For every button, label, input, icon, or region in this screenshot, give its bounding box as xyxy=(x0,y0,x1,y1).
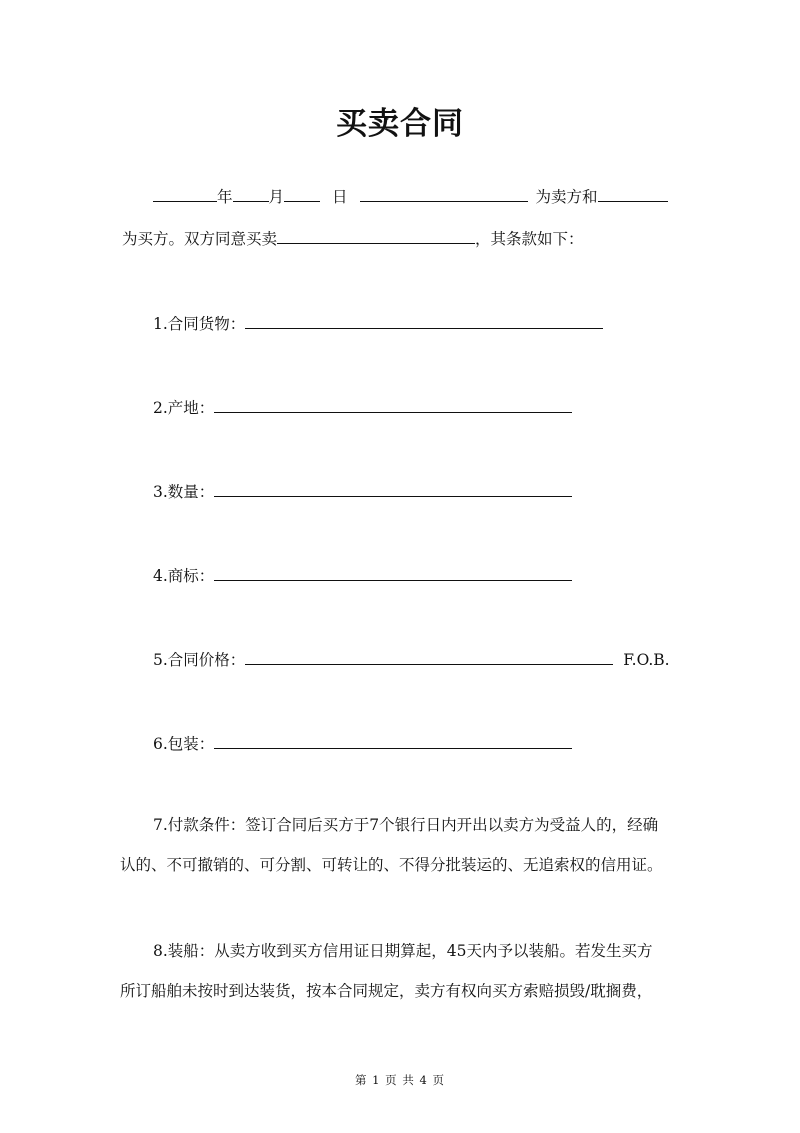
item-trademark xyxy=(153,563,572,586)
day-label: 日 xyxy=(332,188,348,206)
origin-blank[interactable] xyxy=(214,395,572,413)
contract-goods-blank[interactable] xyxy=(245,311,603,329)
intro-line2-suffix: ，其条款如下： xyxy=(475,230,584,248)
seller-suffix: 为卖方和 xyxy=(535,188,598,206)
item-label: 4.商标： xyxy=(153,567,215,585)
packing-blank[interactable] xyxy=(214,731,572,749)
item-label: 6.包装： xyxy=(153,735,215,753)
clause-line: 认的、不可撤销的、可分割、可转让的、不得分批装运的、无追索权的信用证。 xyxy=(120,856,663,874)
item-label: 1.合同货物： xyxy=(153,315,246,333)
item-label: 3.数量： xyxy=(153,483,215,501)
month-blank[interactable] xyxy=(233,184,269,202)
item-label: 5.合同价格： xyxy=(153,651,246,669)
month-label: 月 xyxy=(268,188,285,206)
intro-line2-prefix: 为买方。双方同意买卖 xyxy=(122,230,278,248)
seller-blank[interactable] xyxy=(360,184,528,202)
intro-line-2 xyxy=(122,226,584,249)
item-contract-goods xyxy=(153,311,603,334)
year-blank[interactable] xyxy=(153,184,217,202)
item-packing xyxy=(153,731,572,754)
clause-line: 所订船舶未按时到达装货，按本合同规定，卖方有权向买方索赔损毁/耽搁费， xyxy=(120,982,653,1000)
contract-price-blank[interactable] xyxy=(245,647,613,665)
page-number-footer: 第 1 页 共 4 页 xyxy=(355,1073,445,1087)
clause-line: 7.付款条件：签订合同后买方于7个银行日内开出以卖方为受益人的，经确 xyxy=(153,816,659,834)
clause-line: 8.装船：从卖方收到买方信用证日期算起，45天内予以装船。若发生买方 xyxy=(153,942,653,960)
price-term: F.O.B. xyxy=(623,651,670,669)
quantity-blank[interactable] xyxy=(214,479,572,497)
document-title: 买卖合同 xyxy=(336,106,464,142)
trademark-blank[interactable] xyxy=(214,563,572,581)
clause-shipment xyxy=(120,931,695,1011)
item-origin xyxy=(153,395,572,418)
clause-payment-terms xyxy=(120,805,695,885)
intro-line-1 xyxy=(153,184,668,207)
year-label: 年 xyxy=(217,188,233,206)
item-quantity xyxy=(153,479,572,502)
item-contract-price xyxy=(153,647,670,670)
goods-blank[interactable] xyxy=(277,226,475,244)
buyer-blank[interactable] xyxy=(598,184,668,202)
day-blank[interactable] xyxy=(284,184,320,202)
item-label: 2.产地： xyxy=(153,399,215,417)
